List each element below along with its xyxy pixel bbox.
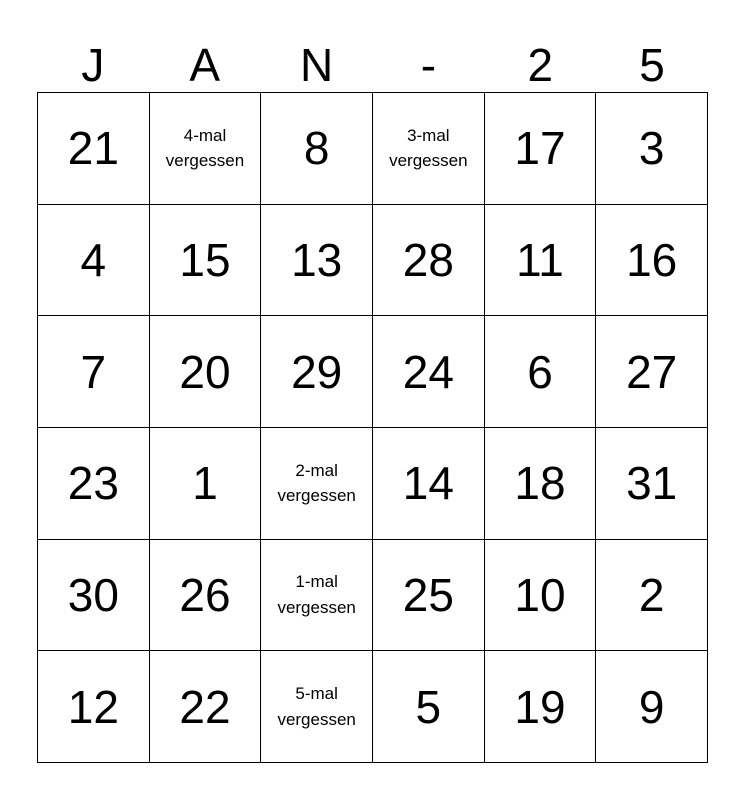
bingo-cell[interactable]: 5-mal vergessen (261, 651, 373, 763)
bingo-header (37, 38, 708, 92)
bingo-cell[interactable]: 7 (38, 316, 150, 428)
bingo-cell[interactable]: 2-mal vergessen (261, 428, 373, 540)
bingo-cell[interactable]: 15 (150, 205, 262, 317)
bingo-cell[interactable]: 14 (373, 428, 485, 540)
bingo-cell[interactable]: 24 (373, 316, 485, 428)
bingo-cell[interactable]: 27 (596, 316, 708, 428)
bingo-cell[interactable]: 26 (150, 540, 262, 652)
bingo-cell[interactable]: 17 (485, 93, 597, 205)
bingo-cell[interactable]: 25 (373, 540, 485, 652)
bingo-cell[interactable]: 4-mal vergessen (150, 93, 262, 205)
bingo-cell[interactable]: 30 (38, 540, 150, 652)
bingo-cell[interactable]: 6 (485, 316, 597, 428)
bingo-cell[interactable]: 12 (38, 651, 150, 763)
bingo-cell[interactable]: 31 (596, 428, 708, 540)
bingo-cell[interactable]: 10 (485, 540, 597, 652)
bingo-cell[interactable]: 2 (596, 540, 708, 652)
bingo-cell[interactable]: 19 (485, 651, 597, 763)
header-letter-4: - (420, 39, 437, 91)
bingo-cell[interactable]: 23 (38, 428, 150, 540)
bingo-cell[interactable]: 16 (596, 205, 708, 317)
bingo-cell[interactable]: 11 (485, 205, 597, 317)
bingo-cell[interactable]: 9 (596, 651, 708, 763)
bingo-cell[interactable]: 20 (150, 316, 262, 428)
bingo-cell[interactable]: 8 (261, 93, 373, 205)
bingo-cell[interactable]: 3-mal vergessen (373, 93, 485, 205)
bingo-cell[interactable]: 28 (373, 205, 485, 317)
bingo-cell[interactable]: 22 (150, 651, 262, 763)
bingo-cell[interactable]: 4 (38, 205, 150, 317)
bingo-cell[interactable]: 18 (485, 428, 597, 540)
header-letter-6: 5 (639, 39, 665, 91)
header-letter-2: A (189, 39, 221, 91)
bingo-cell[interactable]: 1 (150, 428, 262, 540)
header-letter-3: N (299, 39, 334, 91)
bingo-cell[interactable]: 29 (261, 316, 373, 428)
bingo-cell[interactable]: 3 (596, 93, 708, 205)
bingo-board (37, 92, 708, 763)
bingo-cell[interactable]: 1-mal vergessen (261, 540, 373, 652)
bingo-cell[interactable]: 5 (373, 651, 485, 763)
header-letter-5: 2 (527, 39, 554, 91)
header-letter-1: J (81, 39, 105, 91)
bingo-cell[interactable]: 13 (261, 205, 373, 317)
bingo-cell[interactable]: 21 (38, 93, 150, 205)
